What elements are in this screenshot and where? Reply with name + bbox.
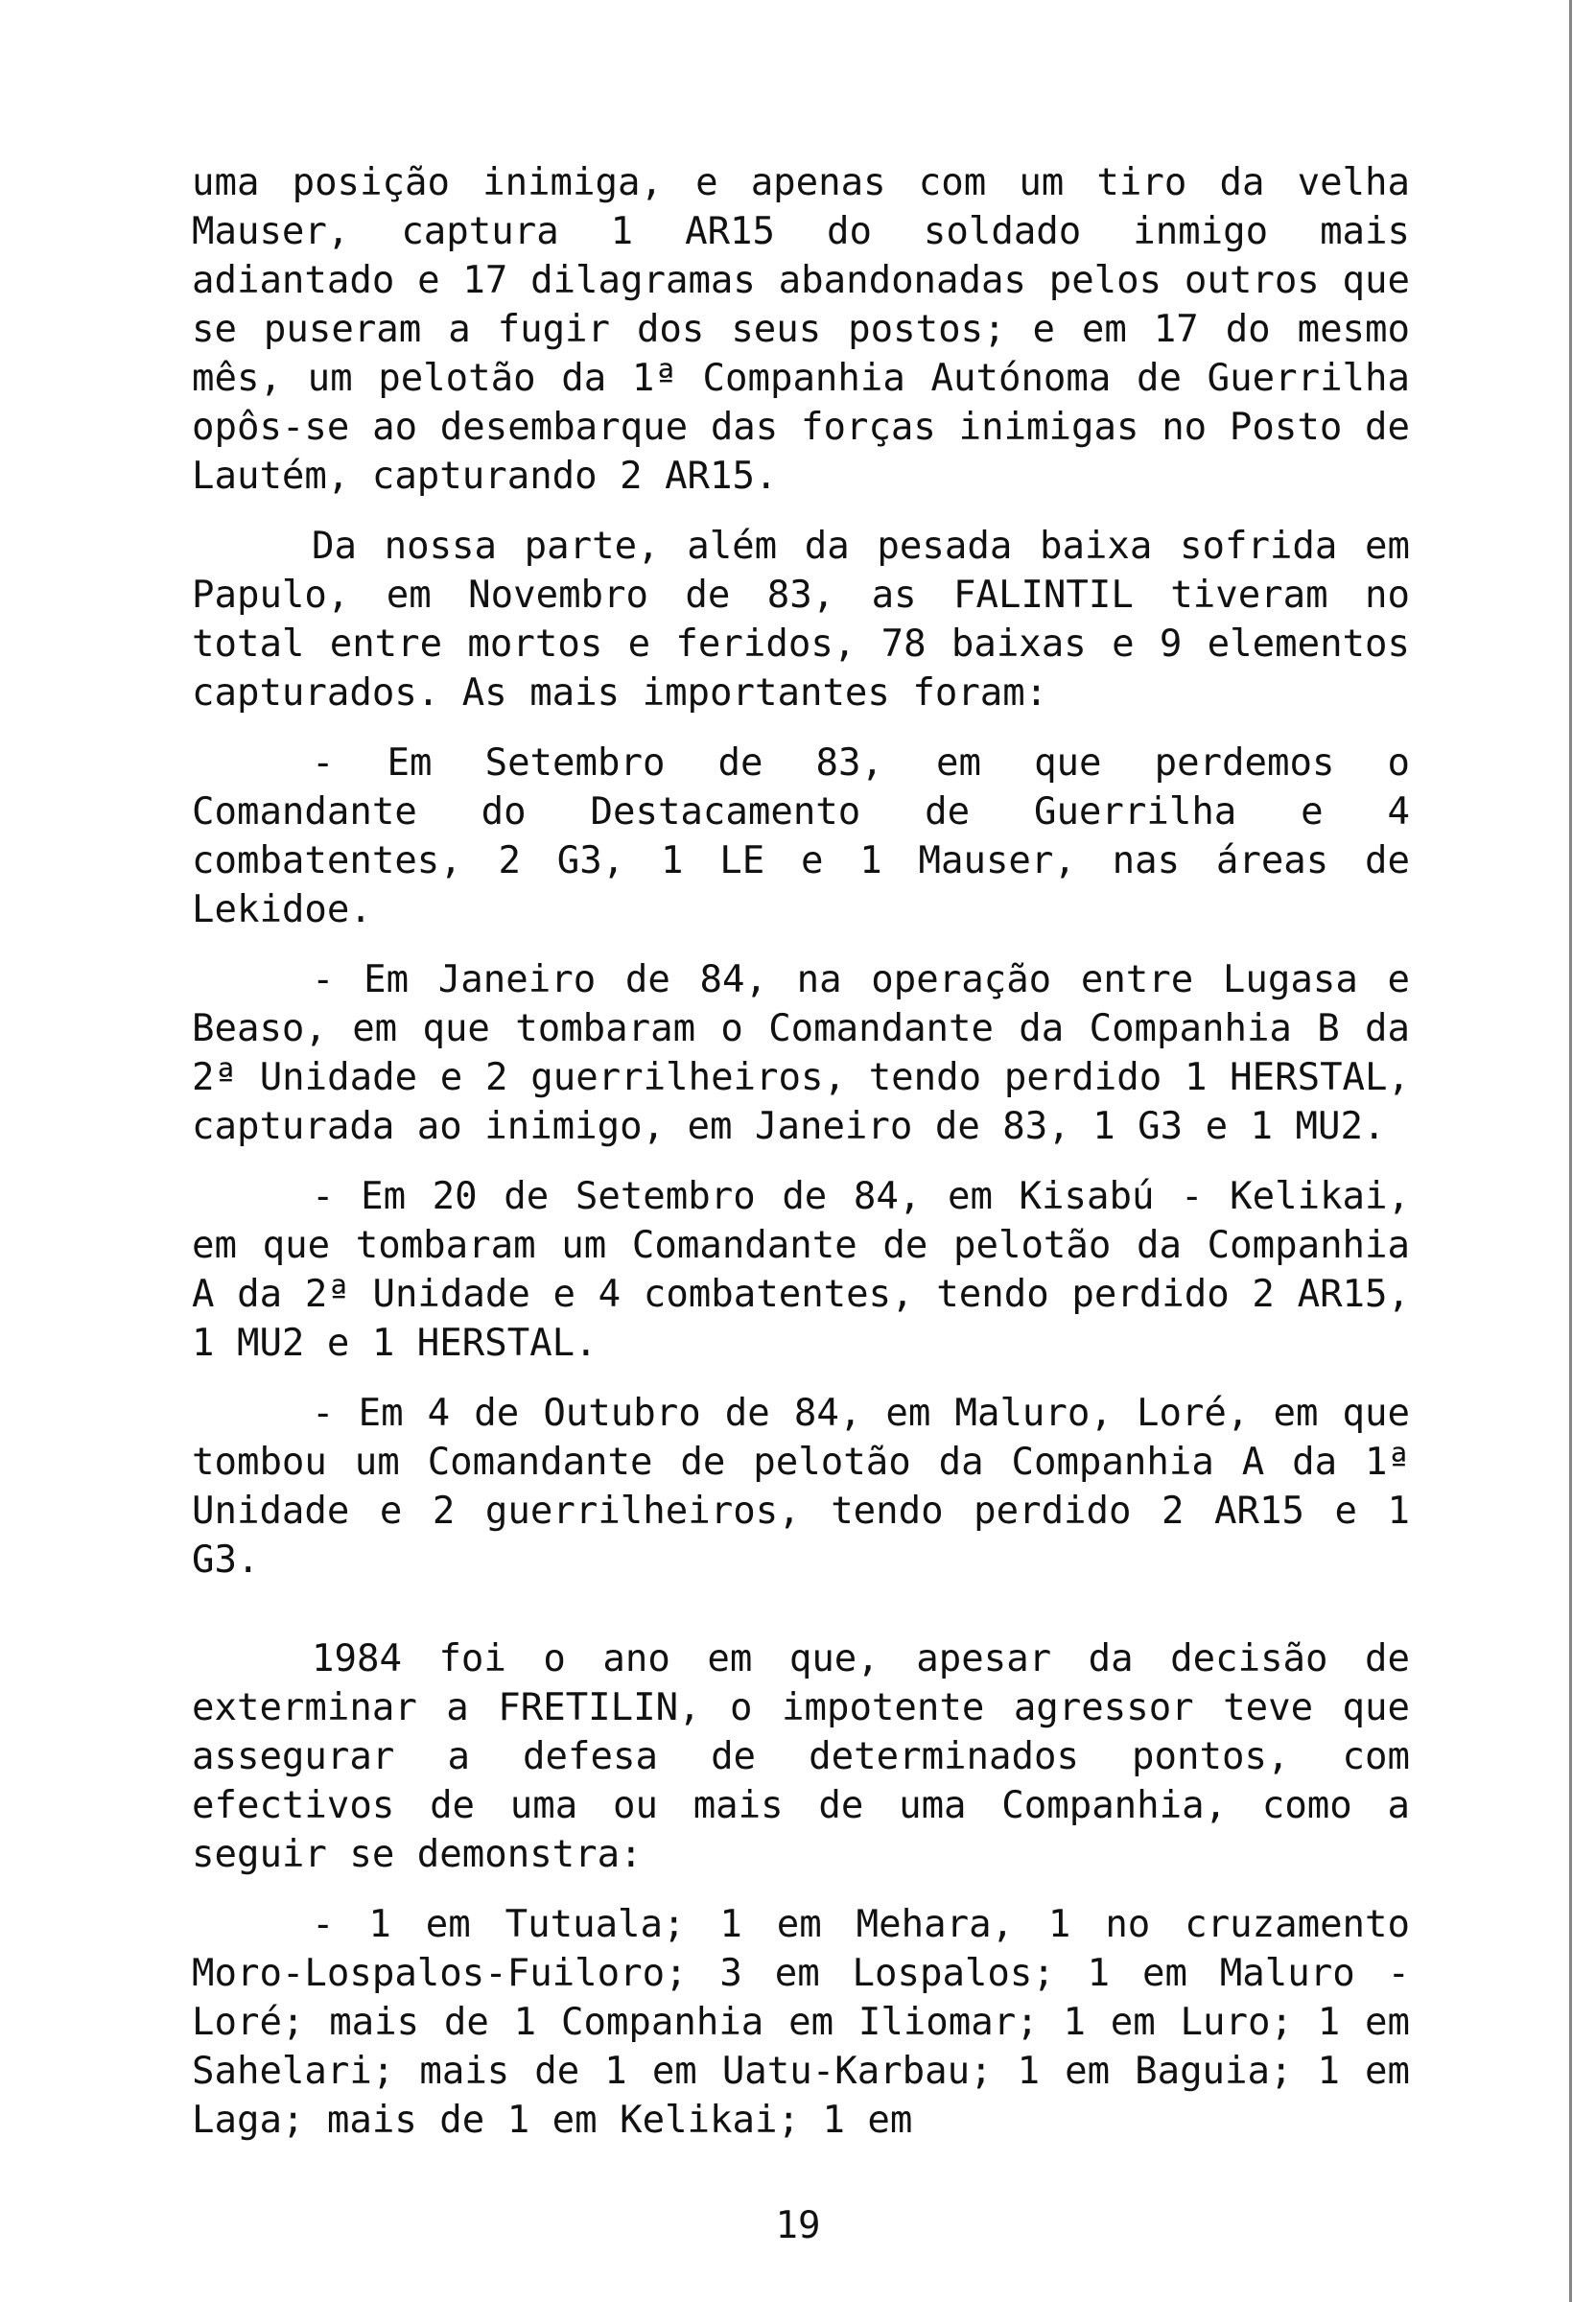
list-item-positions: - 1 em Tutuala; 1 em Mehara, 1 no cruzamento Moro-Lospalos-Fuiloro; 3 em Lospalos; 1 em Maluro - Loré; mais de 1 Companhia em Iliomar; 1 em Luro; 1 em Sahelari; mais de 1 em Uatu-Karbau; 1 em Baguia; 1 em Laga; mais de 1 em Kelikai; 1 em: [192, 1903, 1410, 2142]
list-item-january-84: - Em Janeiro de 84, na operação entre Lugasa e Beaso, em que tombaram o Comandante da Companhia B da 2ª Unidade e 2 guerrilheiros, tendo perdido 1 HERSTAL, capturada ao inimigo, em Janeiro de 83, 1 G3 e 1 MU2.: [192, 958, 1410, 1148]
paragraph-1984-defense: 1984 foi o ano em que, apesar da decisão de exterminar a FRETILIN, o impotente agressor teve que assegurar a defesa de determinados pontos, com efectivos de uma ou mais de uma Companhia, como a seguir se demonstra:: [192, 1637, 1410, 1876]
list-item-october-84: - Em 4 de Outubro de 84, em Maluro, Loré, em que tombou um Comandante de pelotão da Companhia A da 1ª Unidade e 2 guerrilheiros, tendo perdido 2 AR15 e 1 G3.: [192, 1392, 1410, 1582]
paragraph-continuation: uma posição inimiga, e apenas com um tiro da velha Mauser, captura 1 AR15 do soldado inmigo mais adiantado e 17 dilagramas abandonadas pelos outros que se puseram a fugir dos seus postos; e em 17 do mesmo mês, um pelotão da 1ª Companhia Autónoma de Guerrilha opôs-se ao desembarque das forças inimigas no Posto de Lautém, capturando 2 AR15.: [192, 161, 1410, 498]
list-item-september-83: - Em Setembro de 83, em que perdemos o Comandante do Destacamento de Guerrilha e 4 combatentes, 2 G3, 1 LE e 1 Mauser, nas áreas de Lekidoe.: [192, 741, 1410, 931]
page-edge-shadow: [1569, 0, 1572, 2302]
page-number: 19: [775, 2204, 821, 2247]
paragraph-losses-intro: Da nossa parte, além da pesada baixa sofrida em Papulo, em Novembro de 83, as FALINTIL tiveram no total entre mortos e feridos, 78 baixas e 9 elementos capturados. As mais importantes foram:: [192, 525, 1410, 715]
list-item-september-84: - Em 20 de Setembro de 84, em Kisabú - Kelikai, em que tombaram um Comandante de pelotão da Companhia A da 2ª Unidade e 4 combatentes, tendo perdido 2 AR15, 1 MU2 e 1 HERSTAL.: [192, 1175, 1410, 1365]
body-text: [192, 158, 1410, 2145]
